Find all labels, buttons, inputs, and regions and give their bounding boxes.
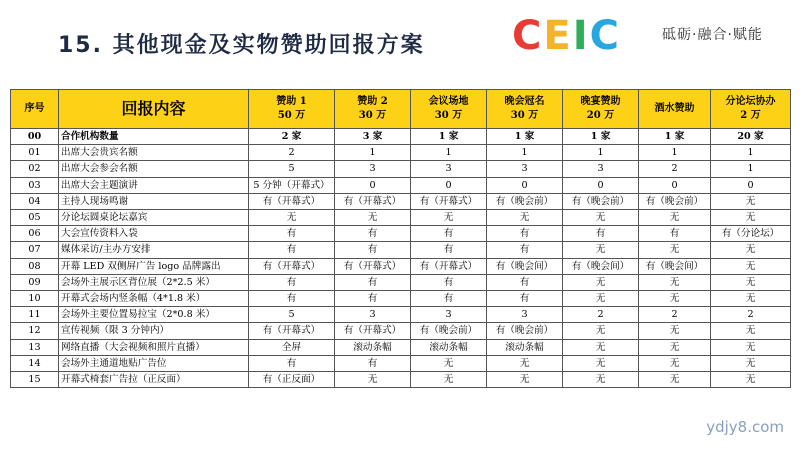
row-number: 01 — [11, 145, 59, 161]
table-cell: 有 — [411, 274, 487, 290]
table-cell: 无 — [711, 274, 791, 290]
row-number: 06 — [11, 226, 59, 242]
table-cell: 2 — [711, 307, 791, 323]
row-number: 04 — [11, 193, 59, 209]
table-cell: 有 — [411, 242, 487, 258]
table-cell: 无 — [563, 242, 639, 258]
column-name: 分论坛协办 — [725, 96, 776, 107]
page-title: 15. 其他现金及实物赞助回报方案 — [58, 33, 425, 58]
table-cell: 无 — [639, 339, 711, 355]
column-price: 30 万 — [510, 110, 539, 121]
sponsorship-table — [10, 89, 791, 388]
row-number: 09 — [11, 274, 59, 290]
table-cell: 无 — [335, 210, 411, 226]
table-cell: 无 — [711, 355, 791, 371]
table-row — [11, 226, 791, 242]
table-cell: 无 — [335, 372, 411, 388]
table-cell: 无 — [639, 274, 711, 290]
table-row — [11, 274, 791, 290]
row-number: 13 — [11, 339, 59, 355]
table-cell: 无 — [639, 323, 711, 339]
table-cell: 有 — [335, 274, 411, 290]
table-cell: 2 家 — [249, 129, 335, 145]
table-cell: 有（晚会前） — [487, 193, 563, 209]
table-cell: 有（开幕式） — [411, 193, 487, 209]
table-cell: 有 — [335, 355, 411, 371]
row-number: 00 — [11, 129, 59, 145]
table-cell: 无 — [639, 291, 711, 307]
table-row — [11, 291, 791, 307]
row-item: 分论坛圆桌论坛嘉宾 — [59, 210, 249, 226]
table-cell: 0 — [563, 177, 639, 193]
table-cell: 2 — [249, 145, 335, 161]
table-cell: 无 — [639, 355, 711, 371]
table-cell: 3 — [335, 161, 411, 177]
table-cell: 3 — [411, 307, 487, 323]
table-cell: 有 — [411, 226, 487, 242]
table-cell: 有 — [563, 226, 639, 242]
table-cell: 无 — [411, 355, 487, 371]
table-cell: 有 — [411, 291, 487, 307]
header-sponsor-column — [563, 90, 639, 129]
table-cell: 有 — [249, 242, 335, 258]
header-no: 序号 — [11, 90, 59, 129]
table-cell: 0 — [639, 177, 711, 193]
table-cell: 有 — [335, 242, 411, 258]
table-cell: 无 — [639, 210, 711, 226]
table-cell: 5 — [249, 161, 335, 177]
table-row — [11, 307, 791, 323]
table-cell: 有（开幕式） — [249, 323, 335, 339]
table-cell: 滚动条幅 — [411, 339, 487, 355]
table-cell: 无 — [639, 372, 711, 388]
table-cell: 有 — [335, 226, 411, 242]
table-cell: 无 — [563, 372, 639, 388]
row-item: 出席大会参会名额 — [59, 161, 249, 177]
table-cell: 有 — [249, 274, 335, 290]
table-cell: 有（分论坛） — [711, 226, 791, 242]
table-cell: 1 — [639, 145, 711, 161]
header-sponsor-column — [487, 90, 563, 129]
table-cell: 1 — [711, 161, 791, 177]
table-cell: 无 — [249, 210, 335, 226]
table-cell: 无 — [711, 291, 791, 307]
table-cell: 滚动条幅 — [335, 339, 411, 355]
table-cell: 有（开幕式） — [411, 258, 487, 274]
table-cell: 1 家 — [563, 129, 639, 145]
table-cell: 有（开幕式） — [249, 193, 335, 209]
table-cell: 有 — [487, 226, 563, 242]
table-cell: 有（晚会前） — [487, 323, 563, 339]
table-cell: 无 — [563, 355, 639, 371]
table-cell: 无 — [563, 274, 639, 290]
header-sponsor-column — [249, 90, 335, 129]
watermark: ydjy8.com — [706, 418, 784, 436]
table-cell: 无 — [487, 372, 563, 388]
column-name: 会议场地 — [428, 96, 469, 107]
table-cell: 2 — [639, 161, 711, 177]
logo-letter: C — [589, 13, 619, 59]
table-cell: 无 — [563, 291, 639, 307]
ceic-logo — [512, 13, 794, 59]
column-price: 30 万 — [434, 110, 463, 121]
column-name: 晚宴赞助 — [580, 96, 621, 107]
table-cell: 5 — [249, 307, 335, 323]
row-item: 开幕式会场内竖条幅（4*1.8 米） — [59, 291, 249, 307]
table-cell: 无 — [711, 339, 791, 355]
table-cell: 3 — [563, 161, 639, 177]
row-number: 15 — [11, 372, 59, 388]
table-cell: 无 — [563, 323, 639, 339]
table-cell: 无 — [711, 258, 791, 274]
table-cell: 有 — [487, 274, 563, 290]
row-number: 02 — [11, 161, 59, 177]
table-cell: 0 — [487, 177, 563, 193]
table-cell: 3 家 — [335, 129, 411, 145]
table-cell: 1 家 — [411, 129, 487, 145]
table-row — [11, 129, 791, 145]
table-cell: 有（晚会间） — [639, 258, 711, 274]
table-cell: 1 — [335, 145, 411, 161]
table-cell: 1 家 — [639, 129, 711, 145]
table-cell: 3 — [487, 161, 563, 177]
table-row — [11, 258, 791, 274]
table-cell: 无 — [711, 242, 791, 258]
table-cell: 有（晚会间） — [487, 258, 563, 274]
row-number: 07 — [11, 242, 59, 258]
table-cell: 无 — [639, 242, 711, 258]
table-cell: 1 家 — [487, 129, 563, 145]
row-item: 会场外主通道地贴广告位 — [59, 355, 249, 371]
table-row — [11, 210, 791, 226]
header-sponsor-column — [411, 90, 487, 129]
row-number: 10 — [11, 291, 59, 307]
table-row — [11, 355, 791, 371]
row-item: 网络直播（大会视频和照片直播） — [59, 339, 249, 355]
column-price: 2 万 — [740, 110, 761, 121]
row-item: 出席大会主题演讲 — [59, 177, 249, 193]
table-cell: 1 — [563, 145, 639, 161]
table-row — [11, 177, 791, 193]
table-cell: 有 — [639, 226, 711, 242]
table-cell: 3 — [411, 161, 487, 177]
table-row — [11, 145, 791, 161]
table-cell: 0 — [711, 177, 791, 193]
table-cell: 有（晚会间） — [563, 258, 639, 274]
table-cell: 无 — [711, 193, 791, 209]
table-cell: 有 — [487, 291, 563, 307]
column-name: 晚会冠名 — [504, 96, 545, 107]
table-cell: 2 — [563, 307, 639, 323]
column-price: 20 万 — [586, 110, 615, 121]
table-cell: 有 — [335, 291, 411, 307]
table-cell: 有（晚会前） — [639, 193, 711, 209]
row-number: 03 — [11, 177, 59, 193]
logo-tagline: 砥砺·融合·赋能 — [662, 27, 763, 43]
table-cell: 5 分钟（开幕式） — [249, 177, 335, 193]
table-row — [11, 372, 791, 388]
logo-letter: C — [512, 13, 542, 59]
row-item: 媒体采访/主办方安排 — [59, 242, 249, 258]
row-number: 08 — [11, 258, 59, 274]
table-cell: 有（晚会前） — [411, 323, 487, 339]
column-price: 50 万 — [277, 110, 306, 121]
table-cell: 有 — [249, 355, 335, 371]
table-cell: 滚动条幅 — [487, 339, 563, 355]
column-name: 赞助 2 — [357, 96, 388, 107]
table-cell: 无 — [711, 210, 791, 226]
table-header-row — [11, 90, 791, 129]
row-item: 宣传视频（限 3 分钟内） — [59, 323, 249, 339]
table-cell: 0 — [411, 177, 487, 193]
row-item: 开幕式椅套广告拉（正反面） — [59, 372, 249, 388]
table-cell: 2 — [639, 307, 711, 323]
table-cell: 有（开幕式） — [249, 258, 335, 274]
table-cell: 无 — [487, 355, 563, 371]
table-cell: 有（开幕式） — [335, 258, 411, 274]
table-row — [11, 161, 791, 177]
row-number: 05 — [11, 210, 59, 226]
table-cell: 20 家 — [711, 129, 791, 145]
column-name: 赞助 1 — [276, 96, 307, 107]
row-item: 开幕 LED 双侧屏广告 logo 品牌露出 — [59, 258, 249, 274]
table-cell: 无 — [711, 372, 791, 388]
table-cell: 无 — [563, 339, 639, 355]
table-cell: 全屏 — [249, 339, 335, 355]
table-row — [11, 323, 791, 339]
row-number: 14 — [11, 355, 59, 371]
row-item: 会场外主展示区背位展（2*2.5 米） — [59, 274, 249, 290]
table-cell: 有（开幕式） — [335, 323, 411, 339]
table-cell: 有（晚会前） — [563, 193, 639, 209]
header-sponsor-column — [335, 90, 411, 129]
row-item: 会场外主要位置易拉宝（2*0.8 米） — [59, 307, 249, 323]
table-cell: 无 — [487, 210, 563, 226]
header-sponsor-column — [639, 90, 711, 129]
logo-letter: E — [543, 13, 571, 59]
row-item: 主持人现场鸣谢 — [59, 193, 249, 209]
table-cell: 0 — [335, 177, 411, 193]
table-cell: 1 — [487, 145, 563, 161]
table-cell: 无 — [411, 210, 487, 226]
table-cell: 有（正反面） — [249, 372, 335, 388]
column-name: 酒水赞助 — [654, 103, 695, 114]
row-number: 11 — [11, 307, 59, 323]
header-sponsor-column — [711, 90, 791, 129]
table-cell: 有 — [249, 226, 335, 242]
table-cell: 无 — [563, 210, 639, 226]
row-item: 出席大会贵宾名额 — [59, 145, 249, 161]
table-cell: 有（开幕式） — [335, 193, 411, 209]
table-row — [11, 242, 791, 258]
row-number: 12 — [11, 323, 59, 339]
header-content: 回报内容 — [59, 90, 249, 129]
logo-letters — [512, 13, 619, 59]
table-cell: 3 — [487, 307, 563, 323]
row-item: 合作机构数量 — [59, 129, 249, 145]
table-row — [11, 339, 791, 355]
table-cell: 无 — [711, 323, 791, 339]
logo-letter: I — [572, 13, 588, 59]
table-cell: 无 — [411, 372, 487, 388]
table-cell: 1 — [411, 145, 487, 161]
table-row — [11, 193, 791, 209]
table-body — [11, 129, 791, 388]
table-cell: 3 — [335, 307, 411, 323]
table-cell: 1 — [711, 145, 791, 161]
column-price: 30 万 — [358, 110, 387, 121]
row-item: 大会宣传资料入袋 — [59, 226, 249, 242]
table-cell: 有 — [249, 291, 335, 307]
table-cell: 有 — [487, 242, 563, 258]
